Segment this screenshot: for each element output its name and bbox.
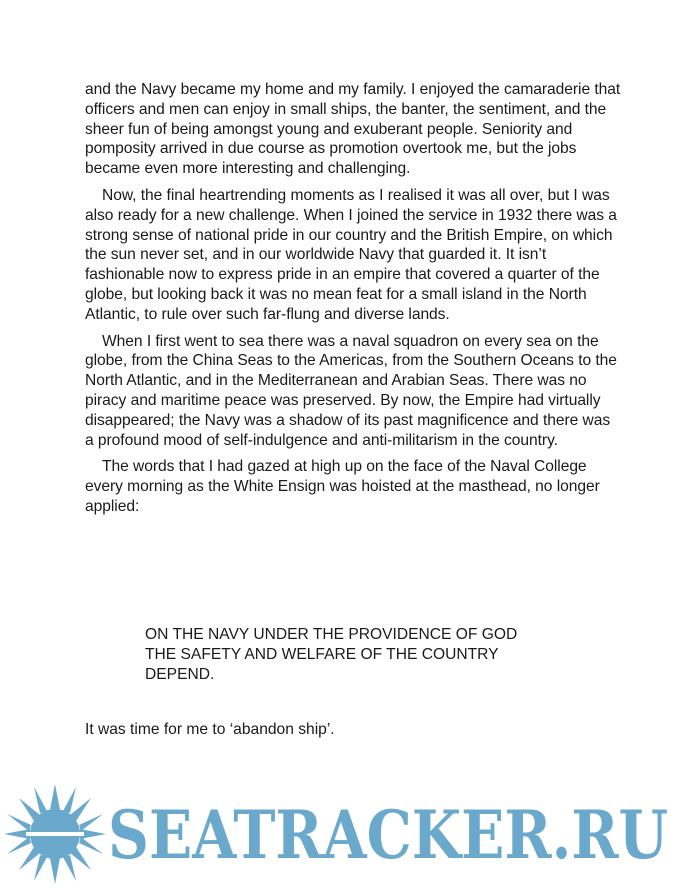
paragraph: The words that I had gazed at high up on the face of the Naval College every morning as the White Ensign was hoisted at the masthead, no longer applied: (85, 458, 600, 515)
watermark (0, 780, 700, 889)
quote-line: DEPEND. (145, 665, 215, 683)
paragraph: When I first went to sea there was a naval squadron on every sea on the globe, from the China Seas to the Americas, from the Southern Oceans to the North Atlantic, and in the Mediterranean and Arabian Seas. There was no piracy and maritime peace was preserved. By now, the Empire had virtually disappeared; the Navy was a shadow of its past magnificence and there was a profound mood of self-indulgence and anti-militarism in the country. (85, 332, 617, 449)
closing-line: It was time for me to ‘abandon ship’. (85, 721, 335, 738)
paragraph: and the Navy became my home and my family. I enjoyed the camaraderie that officers and men can enjoy in small ships, the banter, the sentiment, and the sheer fun of being amongst young and exuberant people. Seniority and pomposity arrived in due course as promotion overtook me, but the jobs became even more interesting and challenging. (85, 81, 621, 178)
quote-line: ON THE NAVY UNDER THE PROVIDENCE OF GOD (145, 626, 518, 643)
quote-line: THE SAFETY AND WELFARE OF THE COUNTRY (145, 645, 499, 663)
paragraph: Now, the final heartrending moments as I realised it was all over, but I was also ready for a new challenge. When I joined the service in 1932 there was a strong sense of national pride in our country and the British Empire, on which the sun never set, and in our worldwide Navy that guarded it. It isn’t fashionable now to express pride in an empire that covered a quarter of the globe, but looking back it was no mean feat for a small island in the North Atlantic, to rule over such far-flung and diverse lands. (85, 186, 617, 323)
watermark-text: SEATRACKER.RU (108, 796, 669, 874)
sun-logo-icon (0, 780, 110, 889)
document-body (85, 80, 621, 524)
motto-quote (145, 625, 585, 684)
